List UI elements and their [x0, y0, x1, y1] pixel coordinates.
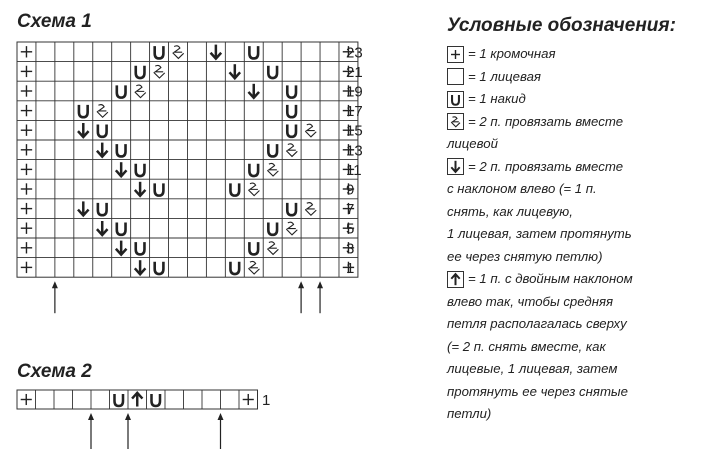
legend-item-text: (= 2 п. снять вместе, как: [447, 338, 606, 354]
scheme2-repeat-marker-arrow-icon: [125, 413, 131, 449]
legend-item: [447, 43, 702, 66]
legend-item-continuation-line: [447, 403, 702, 426]
scheme1-row-number: 3: [346, 240, 355, 258]
scheme1-row-number: 23: [346, 44, 363, 62]
scheme2-row-number: 1: [262, 392, 271, 409]
legend-item-text: = 1 кромочная: [468, 46, 556, 61]
legend-item-continuation-line: [447, 313, 702, 336]
scheme2-repeat-marker-arrow-icon: [88, 413, 94, 449]
legend-item-continuation-line: [447, 336, 702, 359]
legend-item-text: = 2 п. провязать вместе: [468, 158, 624, 174]
legend-item-first-line: [447, 88, 702, 111]
legend-item: [447, 66, 702, 89]
legend-item-first-line: [447, 156, 702, 179]
legend-item-continuation-line: [447, 246, 702, 269]
scheme2-grid: [17, 390, 258, 409]
legend-item-text: лицевой: [447, 136, 498, 151]
scheme1-row-number: 11: [346, 161, 362, 179]
knit-stitch-icon: [447, 68, 464, 85]
legend-item-continuation-line: [447, 291, 702, 314]
legend-item-text: = 2 п. провязать вместе: [468, 113, 624, 129]
scheme1-row-number: 1: [346, 259, 355, 277]
yarn-over-icon: [447, 91, 464, 108]
legend-item-text: 1 лицевая, затем протянуть: [447, 226, 632, 241]
legend-item-text: петля располагалась сверху: [447, 316, 627, 331]
legend-item-first-line: [447, 268, 702, 291]
legend-item-text: ее через снятую петлю): [447, 248, 603, 264]
legend-item-continuation-line: [447, 223, 702, 246]
legend-item-continuation-line: [447, 133, 702, 156]
scheme1-row-number: 13: [346, 142, 363, 160]
legend-item: [447, 111, 702, 156]
scheme1-row-number: 9: [346, 181, 355, 199]
legend-item-continuation-line: [447, 178, 702, 201]
legend-item-text: снять, как лицевую,: [447, 203, 573, 219]
ssk-icon: [447, 158, 464, 175]
legend-item-text: = 1 накид: [468, 91, 526, 106]
legend-item-first-line: [447, 43, 702, 66]
legend-item-continuation-line: [447, 381, 702, 404]
double-decrease-icon: [447, 271, 464, 288]
legend-item-text: = 1 п. с двойным наклоном: [468, 271, 633, 286]
edge-stitch-icon: [447, 46, 464, 63]
legend-items: [447, 43, 702, 426]
legend: [447, 15, 702, 426]
legend-item-text: протянуть ее через снятые: [447, 383, 628, 399]
legend-item: [447, 268, 702, 426]
legend-item-text: = 1 лицевая: [468, 68, 541, 84]
scheme1-row-number: 7: [346, 201, 355, 219]
legend-item-first-line: [447, 111, 702, 134]
scheme1-row-number: 17: [346, 103, 363, 121]
legend-item: [447, 156, 702, 269]
scheme1-row-number: 15: [346, 122, 363, 140]
legend-item-text: лицевые, 1 лицевая, затем: [447, 361, 618, 376]
scheme1-title: Схема 1: [17, 11, 92, 32]
scheme2-repeat-marker-arrow-icon: [218, 413, 224, 449]
legend-item-text: влево так, чтобы средняя: [447, 293, 614, 309]
scheme1-row-number: 21: [346, 63, 363, 81]
legend-item-text: с наклоном влево (= 1 п.: [447, 181, 597, 196]
k2tog-icon: [447, 113, 464, 130]
legend-item-continuation-line: [447, 358, 702, 381]
scheme1-row-number: 5: [346, 220, 355, 238]
legend-item-first-line: [447, 66, 702, 89]
legend-item-text: петли): [447, 406, 492, 421]
scheme1-row-number: 19: [346, 83, 363, 101]
scheme2-title: Схема 2: [17, 361, 92, 382]
legend-title: Условные обозначения:: [447, 15, 676, 36]
legend-item: [447, 88, 702, 111]
legend-item-continuation-line: [447, 201, 702, 224]
